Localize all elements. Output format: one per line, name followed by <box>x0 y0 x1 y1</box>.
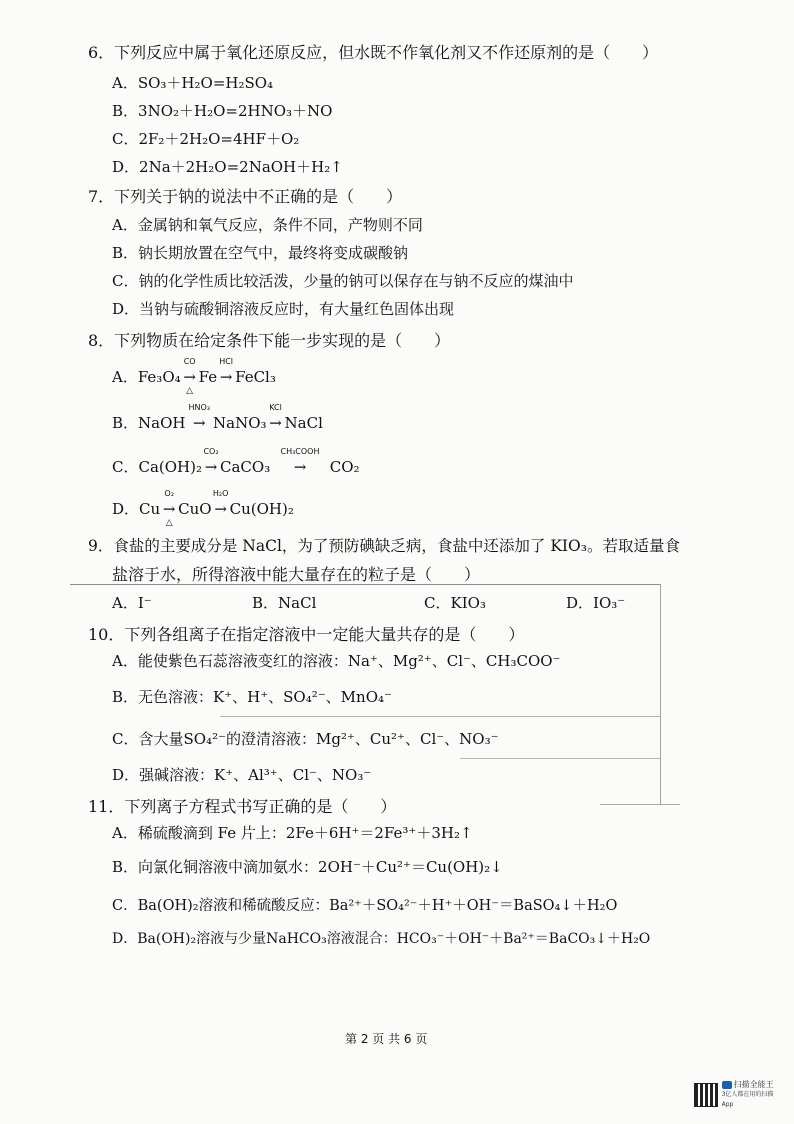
q8-option-a: A．Fe₃O₄ CO → △ Fe HCl → FeCl₃ <box>112 357 276 396</box>
q10-option-b: B．无色溶液：K⁺、H⁺、SO₄²⁻、MnO₄⁻ <box>112 688 392 706</box>
watermark-brand: 扫描全能王 <box>722 1080 784 1090</box>
q11-option-c: C．Ba(OH)₂溶液和稀硫酸反应：Ba²⁺＋SO₄²⁻＋H⁺＋OH⁻＝BaSO₄↓＋H₂O <box>112 898 618 914</box>
question-6-stem: 6．下列反应中属于氧化还原反应，但水既不作氧化剂又不作还原剂的是（ ） <box>88 43 659 62</box>
scanner-logo-icon <box>722 1081 732 1089</box>
q6-option-c: C．2F₂＋2H₂O=4HF＋O₂ <box>112 130 300 148</box>
scan-artifact-line <box>460 758 660 759</box>
q10-option-c: C．含大量SO₄²⁻的澄清溶液：Mg²⁺、Cu²⁺、Cl⁻、NO₃⁻ <box>112 730 499 748</box>
q7-option-b: B．钠长期放置在空气中，最终将变成碳酸钠 <box>112 244 409 262</box>
watermark-sub: 3亿人都在用的扫描App <box>721 1091 774 1108</box>
q8-option-d: D．Cu O₂ → △ CuO H₂O → Cu(OH)₂ <box>112 489 294 528</box>
q7-option-a: A．金属钠和氧气反应，条件不同，产物则不同 <box>112 216 423 234</box>
question-7-stem: 7．下列关于钠的说法中不正确的是（ ） <box>88 187 403 206</box>
reaction-arrow: KCl → <box>269 403 282 432</box>
q10-option-d: D．强碱溶液：K⁺、Al³⁺、Cl⁻、NO₃⁻ <box>112 766 372 784</box>
question-9-stem-line1: 9．食盐的主要成分是 NaCl，为了预防碘缺乏病，食盐中还添加了 KIO₃。若取适量食 <box>88 537 680 555</box>
q11-option-a: A．稀硫酸滴到 Fe 片上：2Fe＋6H⁺＝2Fe³⁺＋3H₂↑ <box>112 824 473 842</box>
q7-option-d: D．当钠与硫酸铜溶液反应时，有大量红色固体出现 <box>112 300 455 318</box>
reaction-arrow: HCl → <box>219 357 234 386</box>
q6-option-a: A．SO₃＋H₂O=H₂SO₄ <box>112 74 274 92</box>
scan-artifact-line <box>70 584 660 585</box>
question-10-stem: 10．下列各组离子在指定溶液中一定能大量共存的是（ ） <box>88 625 525 644</box>
qr-code-icon <box>694 1083 718 1107</box>
scan-artifact-line <box>220 716 660 717</box>
scanner-watermark <box>694 1082 784 1108</box>
q9-option-b: B．NaCl <box>252 594 317 612</box>
q8-option-c: C．Ca(OH)₂ CO₂ → CaCO₃ CH₃COOH → CO₂ <box>112 447 360 476</box>
q11-option-b: B．向氯化铜溶液中滴加氨水：2OH⁻＋Cu²⁺＝Cu(OH)₂↓ <box>112 858 503 876</box>
q7-option-c: C．钠的化学性质比较活泼，少量的钠可以保存在与钠不反应的煤油中 <box>112 272 574 290</box>
reaction-arrow: CO → △ <box>183 357 196 396</box>
scan-artifact-line <box>660 584 661 804</box>
q8-option-b: B．NaOH HNO₃ → NaNO₃ KCl → NaCl <box>112 403 323 432</box>
page-number: 第 2 页 共 6 页 <box>345 1032 428 1046</box>
reaction-arrow: H₂O → <box>212 489 229 518</box>
reaction-arrow: CH₃COOH → <box>280 447 320 476</box>
q6-option-b: B．3NO₂＋H₂O=2HNO₃＋NO <box>112 102 333 120</box>
reaction-arrow: HNO₃ → <box>188 403 211 432</box>
q10-option-a: A．能使紫色石蕊溶液变红的溶液：Na⁺、Mg²⁺、Cl⁻、CH₃COO⁻ <box>112 652 561 670</box>
q9-option-d: D．IO₃⁻ <box>566 594 626 612</box>
question-8-stem: 8．下列物质在给定条件下能一步实现的是（ ） <box>88 331 451 350</box>
q9-option-a: A．I⁻ <box>112 594 152 612</box>
question-9-stem-line2: 盐溶于水，所得溶液中能大量存在的粒子是（ ） <box>112 565 481 584</box>
reaction-arrow: O₂ → △ <box>162 489 176 528</box>
q6-option-d: D．2Na＋2H₂O=2NaOH＋H₂↑ <box>112 158 343 176</box>
q9-option-c: C．KIO₃ <box>424 594 486 612</box>
question-11-stem: 11．下列离子方程式书写正确的是（ ） <box>88 797 397 816</box>
reaction-arrow: CO₂ → <box>203 447 219 476</box>
q11-option-d: D．Ba(OH)₂溶液与少量NaHCO₃溶液混合：HCO₃⁻＋OH⁻＋Ba²⁺＝BaCO₃↓＋H₂O <box>112 931 651 947</box>
scan-artifact-line <box>600 804 680 805</box>
